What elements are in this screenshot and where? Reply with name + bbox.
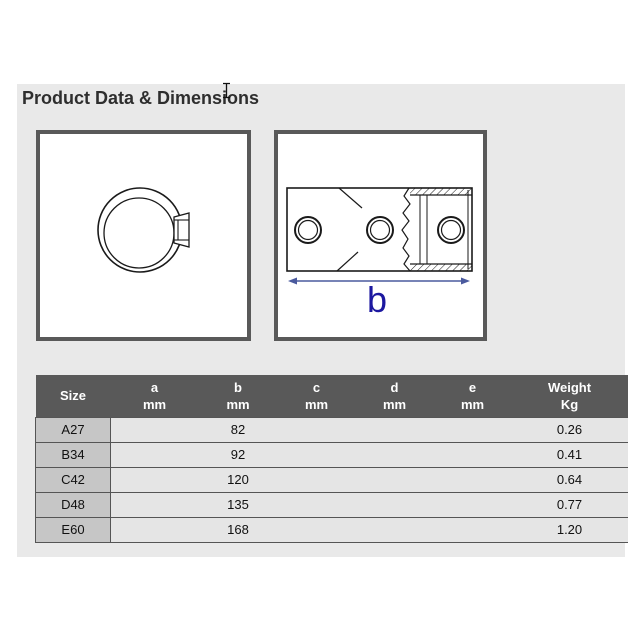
value-cell-a bbox=[111, 467, 199, 492]
table-body bbox=[36, 417, 628, 542]
diagram-box-ring bbox=[36, 130, 251, 341]
header-cell-c: c mm bbox=[278, 375, 356, 417]
value-cell-b: 92 bbox=[199, 442, 278, 467]
value-cell-a bbox=[111, 417, 199, 442]
value-cell-c bbox=[278, 517, 356, 542]
value-cell-d bbox=[356, 517, 434, 542]
value-cell-e bbox=[434, 417, 512, 442]
value-cell-a bbox=[111, 442, 199, 467]
header-cell-e: e mm bbox=[434, 375, 512, 417]
value-cell-b: 135 bbox=[199, 492, 278, 517]
value-cell-weight: 1.20 bbox=[512, 517, 628, 542]
text-cursor-icon bbox=[220, 82, 233, 104]
value-cell-d bbox=[356, 417, 434, 442]
value-cell-e bbox=[434, 467, 512, 492]
size-cell: B34 bbox=[36, 442, 111, 467]
value-cell-d bbox=[356, 442, 434, 467]
ring-outer-circle bbox=[98, 188, 182, 272]
page-title: Product Data & Dimensions bbox=[22, 88, 260, 108]
value-cell-weight: 0.26 bbox=[512, 417, 628, 442]
header-cell-b: b mm bbox=[199, 375, 278, 417]
value-cell-weight: 0.77 bbox=[512, 492, 628, 517]
ring-end-view-drawing bbox=[40, 134, 247, 337]
ring-inner-circle bbox=[104, 198, 174, 268]
sleeve-section-drawing bbox=[278, 134, 483, 337]
value-cell-b: 120 bbox=[199, 467, 278, 492]
header-cell-d: d mm bbox=[356, 375, 434, 417]
value-cell-b: 82 bbox=[199, 417, 278, 442]
size-cell: E60 bbox=[36, 517, 111, 542]
product-dimensions-table bbox=[35, 375, 628, 543]
value-cell-d bbox=[356, 467, 434, 492]
table-row bbox=[36, 467, 628, 492]
table-header-row bbox=[36, 375, 628, 417]
value-cell-weight: 0.64 bbox=[512, 467, 628, 492]
value-cell-c bbox=[278, 417, 356, 442]
size-cell: A27 bbox=[36, 417, 111, 442]
value-cell-c bbox=[278, 492, 356, 517]
size-cell: C42 bbox=[36, 467, 111, 492]
value-cell-c bbox=[278, 467, 356, 492]
header-cell-weight: Weight Kg bbox=[512, 375, 628, 417]
value-cell-a bbox=[111, 517, 199, 542]
value-cell-e bbox=[434, 492, 512, 517]
table-row bbox=[36, 492, 628, 517]
value-cell-weight: 0.41 bbox=[512, 442, 628, 467]
header-cell-size: Size bbox=[36, 375, 111, 417]
value-cell-d bbox=[356, 492, 434, 517]
dimension-label: b bbox=[366, 279, 388, 320]
table-row bbox=[36, 517, 628, 542]
value-cell-b: 168 bbox=[199, 517, 278, 542]
table-row bbox=[36, 417, 628, 442]
header-cell-a: a mm bbox=[111, 375, 199, 417]
value-cell-a bbox=[111, 492, 199, 517]
diagram-box-sleeve bbox=[274, 130, 487, 341]
value-cell-c bbox=[278, 442, 356, 467]
value-cell-e bbox=[434, 442, 512, 467]
value-cell-e bbox=[434, 517, 512, 542]
size-cell: D48 bbox=[36, 492, 111, 517]
table-row bbox=[36, 442, 628, 467]
ring-clamp-lug bbox=[174, 213, 189, 247]
